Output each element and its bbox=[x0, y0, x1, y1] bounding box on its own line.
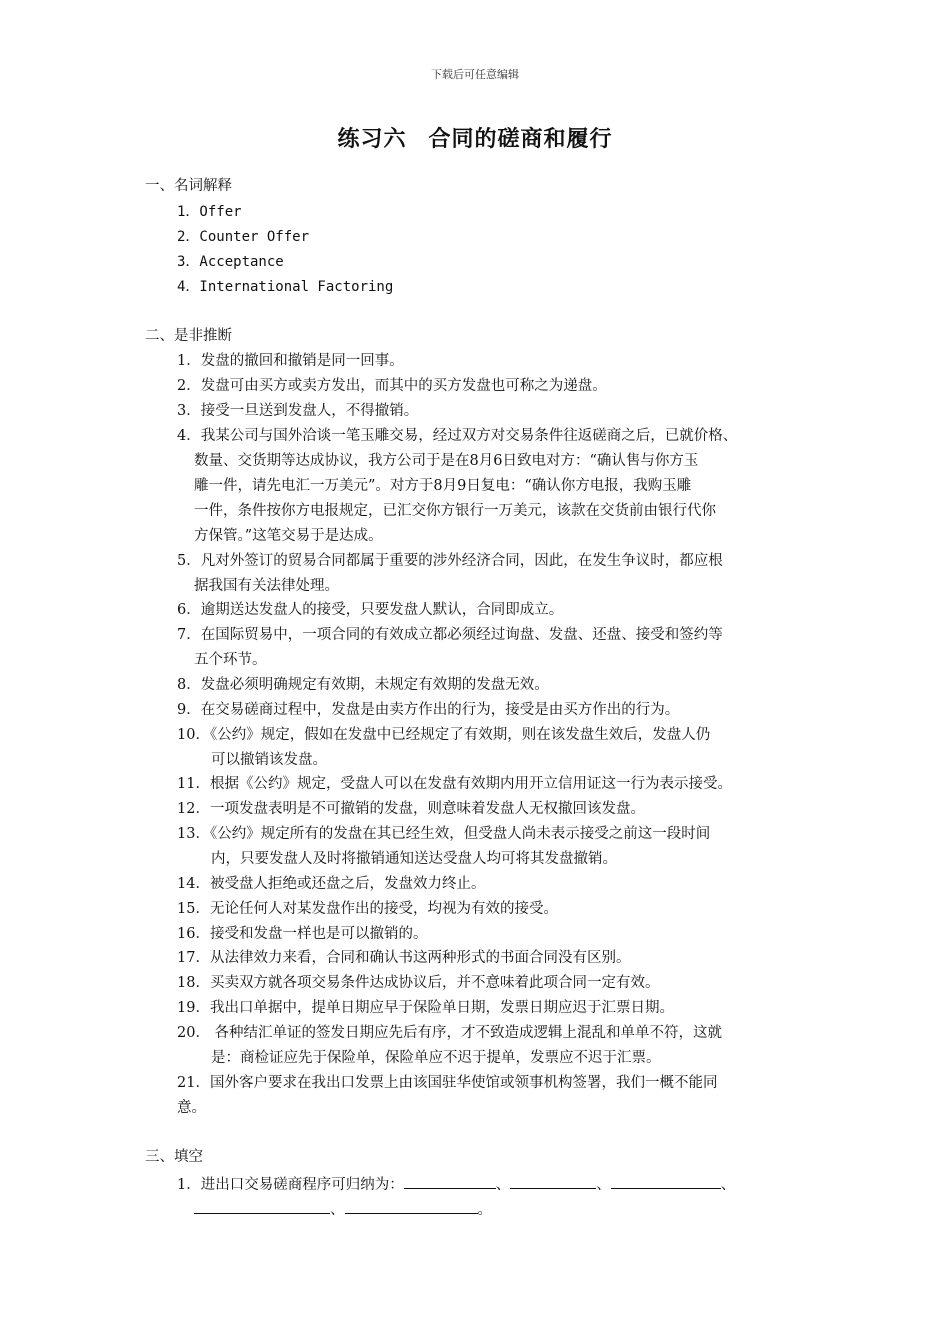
section-heading-true-false: 二、是非推断 bbox=[145, 328, 232, 344]
statement-line: 可以撤销该发盘。 bbox=[211, 752, 327, 768]
statement-line: 16．接受和发盘一样也是可以撤销的。 bbox=[177, 926, 428, 942]
statement-line: 18．买卖双方就各项交易条件达成协议后，并不意味着此项合同一定有效。 bbox=[177, 975, 660, 991]
statement-line: 11．根据《公约》规定，受盘人可以在发盘有效期内用开立信用证这一行为表示接受。 bbox=[177, 776, 732, 792]
statement-line: 内，只要发盘人及时将撤销通知送达受盘人均可将其发盘撤销。 bbox=[211, 851, 617, 867]
statement-line: 4．我某公司与国外洽谈一笔玉雕交易，经过双方对交易条件往返磋商之后，已就价格、 bbox=[177, 428, 738, 444]
statement-line: 12．一项发盘表明是不可撤销的发盘，则意味着发盘人无权撤回该发盘。 bbox=[177, 801, 645, 817]
statement-line: 据我国有关法律处理。 bbox=[194, 578, 339, 594]
statement-line: 14．被受盘人拒绝或还盘之后，发盘效力终止。 bbox=[177, 876, 486, 892]
statement-line: 是：商检证应先于保险单，保险单应不迟于提单，发票应不迟于汇票。 bbox=[211, 1050, 661, 1066]
statement-line: 13．《公约》规定所有的发盘在其已经生效，但受盘人尚未表示接受之前这一段时间 bbox=[177, 826, 711, 842]
statement-line: 17．从法律效力来看，合同和确认书这两种形式的书面合同没有区别。 bbox=[177, 950, 631, 966]
statement-line: 1．发盘的撤回和撤销是同一回事。 bbox=[177, 353, 404, 369]
title-part-1: 练习六 bbox=[337, 127, 407, 152]
answer-blank[interactable] bbox=[404, 1174, 496, 1189]
statement-line: 19．我出口单据中，提单日期应早于保险单日期，发票日期应迟于汇票日期。 bbox=[177, 1000, 674, 1016]
page-title bbox=[0, 122, 950, 153]
statement-line: 5．凡对外签订的贸易合同都属于重要的涉外经济合同，因此，在发生争议时，都应根 bbox=[177, 553, 723, 569]
term-item: 2．Counter Offer bbox=[177, 229, 310, 245]
separator: 、 bbox=[596, 1177, 611, 1193]
answer-blank[interactable] bbox=[345, 1199, 478, 1214]
statement-line: 7．在国际贸易中，一项合同的有效成立都必须经过询盘、发盘、还盘、接受和签约等 bbox=[177, 627, 723, 643]
section-heading-fill-blank: 三、填空 bbox=[145, 1149, 203, 1165]
question-text: 1．进出口交易磋商程序可归纳为： bbox=[177, 1177, 404, 1193]
statement-line: 五个环节。 bbox=[194, 652, 267, 668]
statement-line: 6．逾期送达发盘人的接受，只要发盘人默认，合同即成立。 bbox=[177, 602, 564, 618]
statement-line: 3．接受一旦送到发盘人，不得撤销。 bbox=[177, 403, 419, 419]
statement-line: 意。 bbox=[177, 1100, 206, 1116]
header-note: 下载后可任意编辑 bbox=[431, 68, 519, 81]
end-mark: 。 bbox=[477, 1202, 492, 1218]
term-item: 1．Offer bbox=[177, 204, 242, 220]
statement-line: 2．发盘可由买方或卖方发出，而其中的买方发盘也可称之为递盘。 bbox=[177, 378, 607, 394]
statement-line: 方保管。”这笔交易于是达成。 bbox=[194, 528, 383, 544]
statement-line: 9．在交易磋商过程中，发盘是由卖方作出的行为，接受是由买方作出的行为。 bbox=[177, 702, 680, 718]
answer-blank[interactable] bbox=[611, 1174, 721, 1189]
answer-blank[interactable] bbox=[510, 1174, 596, 1189]
section-heading-terms: 一、名词解释 bbox=[145, 178, 232, 194]
title-part-2: 合同的磋商和履行 bbox=[428, 127, 613, 152]
term-item: 4．International Factoring bbox=[177, 279, 394, 295]
separator: 、 bbox=[495, 1177, 511, 1193]
fill-blank-question-1 bbox=[177, 1174, 735, 1195]
statement-line: 数量、交货期等达成协议，我方公司于是在8月6日致电对方：“确认售与你方玉 bbox=[194, 453, 699, 469]
statement-line: 15．无论任何人对某发盘作出的接受，均视为有效的接受。 bbox=[177, 901, 558, 917]
statement-line: 一件，条件按你方电报规定，已汇交你方银行一万美元，该款在交货前由银行代你 bbox=[194, 503, 716, 519]
separator: 、 bbox=[720, 1177, 736, 1193]
answer-blank[interactable] bbox=[194, 1199, 330, 1214]
statement-line: 20． 各种结汇单证的签发日期应先后有序，才不致造成逻辑上混乱和单单不符，这就 bbox=[177, 1025, 723, 1041]
separator: 、 bbox=[330, 1202, 345, 1218]
fill-blank-question-1-cont bbox=[194, 1199, 492, 1220]
statement-line: 10．《公约》规定，假如在发盘中已经规定了有效期，则在该发盘生效后，发盘人仍 bbox=[177, 727, 711, 743]
statement-line: 8．发盘必须明确规定有效期，未规定有效期的发盘无效。 bbox=[177, 677, 549, 693]
statement-line: 21．国外客户要求在我出口发票上由该国驻华使馆或领事机构签署，我们一概不能同 bbox=[177, 1075, 718, 1091]
term-item: 3．Acceptance bbox=[177, 254, 284, 270]
statement-line: 雕一件，请先电汇一万美元”。对方于8月9日复电：“确认你方电报，我购玉雕 bbox=[194, 478, 692, 494]
